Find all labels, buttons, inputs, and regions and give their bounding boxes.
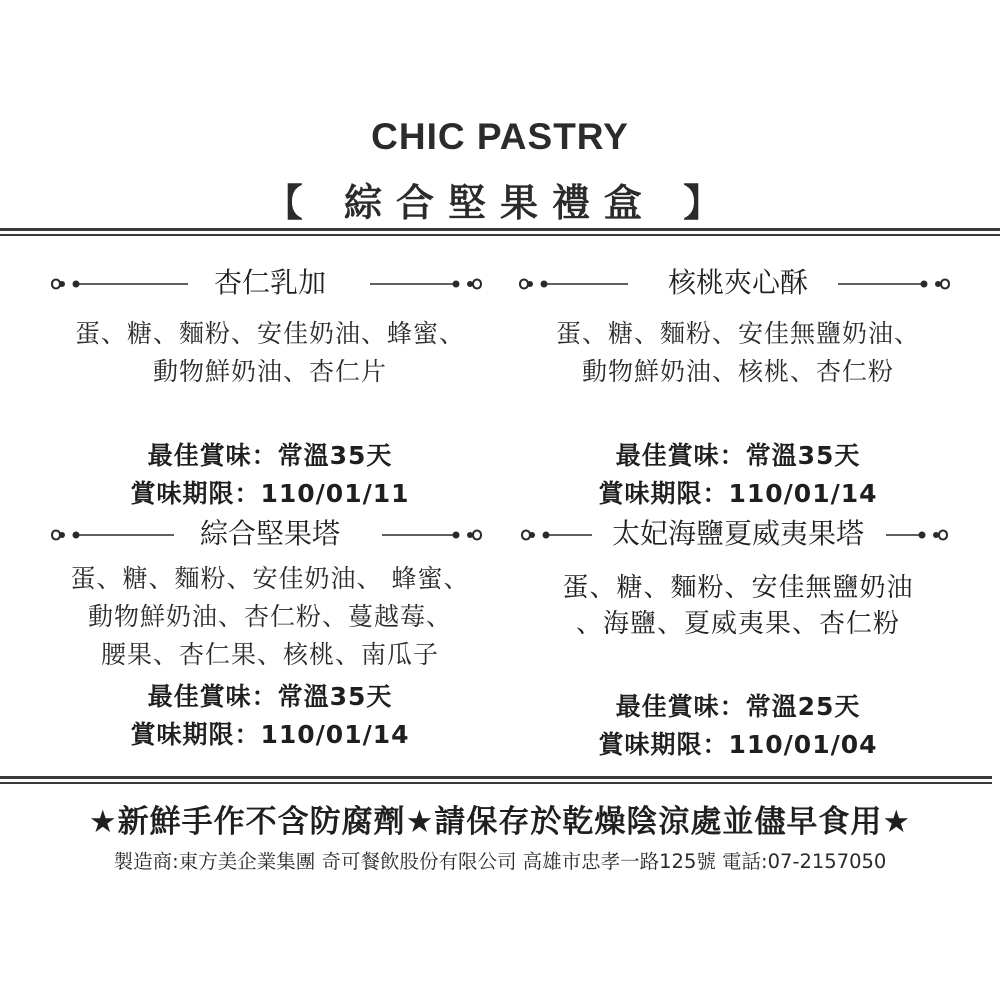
product-toffee-macadamia-tart (498, 514, 978, 764)
ingredients-line: 、海鹽、夏威夷果、杏仁粉 (575, 609, 900, 639)
ornament-right-icon (370, 269, 490, 299)
best-before: 最佳賞味：常溫35天 (147, 441, 393, 470)
product-almond-nougat (30, 263, 510, 513)
ingredients-line: 腰果、杏仁果、核桃、南瓜子 (100, 640, 439, 669)
product-walnut-pastry (498, 263, 978, 513)
expiry-date: 賞味期限：110/01/11 (130, 479, 410, 508)
expiry-date: 賞味期限：110/01/14 (598, 479, 878, 508)
ingredients-line: 動物鮮奶油、杏仁片 (152, 357, 387, 386)
best-before: 最佳賞味：常溫35天 (147, 682, 393, 711)
product-name: 核桃夾心酥 (667, 266, 808, 299)
ingredients-line: 蛋、糖、麵粉、安佳無鹽奶油 (562, 573, 914, 603)
ingredients (498, 570, 978, 642)
storage-notice: ★新鮮手作不含防腐劑★請保存於乾燥陰涼處並儘早食用★ (88, 804, 912, 840)
product-mixed-nut-tart (30, 514, 510, 754)
ingredients-line: 蛋、糖、麵粉、安佳無鹽奶油、 (555, 319, 920, 348)
product-name: 杏仁乳加 (213, 266, 326, 299)
brand-title: CHIC PASTRY (371, 116, 629, 157)
best-before: 最佳賞味：常溫35天 (615, 441, 861, 470)
expiry-date: 賞味期限：110/01/04 (598, 730, 878, 759)
gift-box-title: 【 綜合堅果禮盒 】 (264, 181, 736, 225)
ingredients-line: 蛋、糖、麵粉、安佳奶油、蜂蜜、 (74, 319, 465, 348)
ingredients-line: 蛋、糖、麵粉、安佳奶油、 蜂蜜、 (70, 564, 470, 593)
ornament-right-icon (838, 269, 958, 299)
expiry-date: 賞味期限：110/01/14 (130, 720, 410, 749)
product-name: 太妃海鹽夏威夷果塔 (611, 517, 864, 550)
best-before: 最佳賞味：常溫25天 (615, 692, 861, 721)
product-name: 綜合堅果塔 (199, 517, 340, 550)
ornament-right-icon (382, 520, 492, 550)
manufacturer-info: 製造商:東方美企業集團 奇可餐飲股份有限公司 高雄市忠孝一路125號 電話:07-2157050 (113, 850, 887, 873)
ingredients (30, 315, 510, 391)
ingredients-line: 動物鮮奶油、杏仁粉、蔓越莓、 (87, 602, 452, 631)
ingredients-line: 動物鮮奶油、核桃、杏仁粉 (581, 357, 894, 386)
ornament-right-icon (886, 520, 956, 550)
ingredients (498, 315, 978, 391)
ingredients (30, 560, 510, 674)
